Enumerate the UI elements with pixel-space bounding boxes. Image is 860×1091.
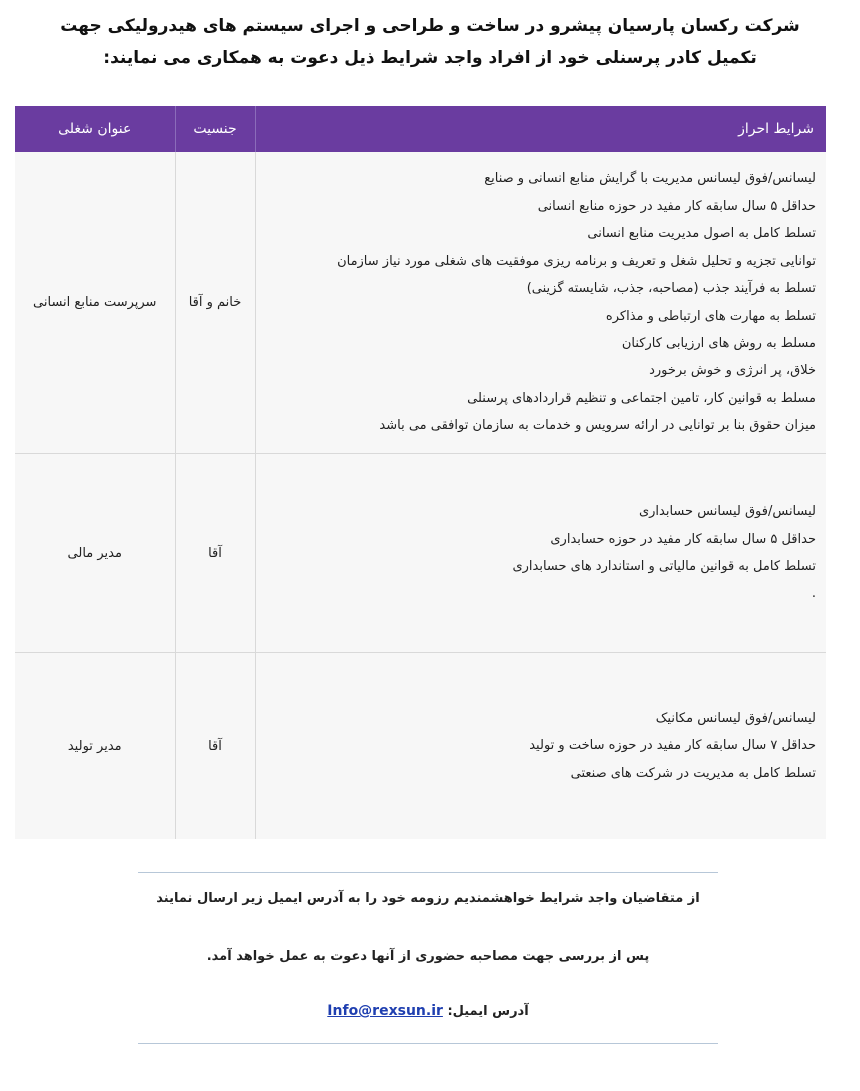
- job-title-cell: سرپرست منابع انسانی: [15, 152, 175, 454]
- page-heading: [40, 10, 820, 74]
- table-row: [15, 653, 826, 840]
- contact-footer: [138, 872, 718, 1044]
- table-row: [15, 454, 826, 653]
- list-item: مسلط به روش های ارزیابی کارکنان: [621, 335, 816, 351]
- header-job-title: عنوان شغلی: [15, 106, 175, 152]
- heading-line-1: شرکت رکسان پارسیان پیشرو در ساخت و طراحی و اجرای سیستم های هیدرولیکی جهت: [60, 16, 800, 36]
- list-item: تسلط کامل به اصول مدیریت منابع انسانی: [587, 226, 816, 242]
- list-item: میزان حقوق بنا بر توانایی در ارائه سرویس و خدمات به سازمان توافقی می باشد: [379, 418, 816, 434]
- email-line: [138, 1003, 718, 1019]
- list-item: تسلط به مهارت های ارتباطی و مذاکره: [605, 308, 816, 324]
- header-requirements: شرایط احراز: [255, 106, 826, 152]
- job-title-cell: مدیر مالی: [15, 454, 175, 653]
- header-gender: جنسیت: [175, 106, 255, 152]
- gender-cell: آقا: [175, 653, 255, 840]
- interview-note: پس از بررسی جهت مصاحبه حضوری از آنها دعوت به عمل خواهد آمد.: [206, 949, 650, 964]
- requirements-list: [264, 165, 817, 439]
- list-item: لیسانس/فوق لیسانس حسابداری: [638, 504, 816, 520]
- list-item: مسلط به قوانین کار، تامین اجتماعی و تنظیم قراردادهای پرسنلی: [467, 390, 816, 406]
- list-item: تسلط به فرآیند جذب (مصاحبه، جذب، شایسته گزینی): [526, 281, 816, 297]
- gender-cell: خانم و آقا: [175, 152, 255, 454]
- list-item: تسلط کامل به قوانین مالیاتی و استاندارد های حسابداری: [512, 559, 816, 574]
- requirements-list: [264, 498, 817, 608]
- requirements-cell: [255, 152, 826, 454]
- email-label: آدرس ایمیل:: [447, 1004, 529, 1019]
- table-row: [15, 152, 826, 454]
- list-item: حداقل ۵ سال سابقه کار مفید در حوزه منابع انسانی: [537, 198, 816, 214]
- list-item: حداقل ۷ سال سابقه کار مفید در حوزه ساخت و تولید: [529, 738, 816, 754]
- email-link[interactable]: Info@rexsun.ir: [327, 1003, 443, 1019]
- list-item: لیسانس/فوق لیسانس مکانیک: [655, 710, 816, 726]
- list-item: حداقل ۵ سال سابقه کار مفید در حوزه حسابداری: [550, 531, 816, 547]
- list-item: خلاق، پر انرژی و خوش برخورد: [649, 363, 816, 379]
- list-item: تسلط کامل به مدیریت در شرکت های صنعتی: [570, 765, 816, 781]
- requirements-cell: [255, 653, 826, 840]
- list-item: توانایی تجزیه و تحلیل شغل و تعریف و برنامه ریزی موفقیت های شغلی مورد نیاز سازمان: [337, 253, 816, 269]
- job-openings-table: [15, 106, 826, 839]
- list-item: لیسانس/فوق لیسانس مدیریت با گرایش منابع انسانی و صنایع: [484, 171, 816, 187]
- job-title-cell: مدیر تولید: [15, 653, 175, 840]
- heading-line-2: تکمیل کادر پرسنلی خود از افراد واجد شرایط ذیل دعوت به همکاری می نمایند:: [103, 48, 757, 68]
- list-item: .: [811, 586, 816, 602]
- requirements-cell: [255, 454, 826, 653]
- gender-cell: آقا: [175, 454, 255, 653]
- table-header-row: [15, 106, 826, 152]
- requirements-list: [264, 705, 817, 787]
- resume-instruction: از متقاضیان واجد شرایط خواهشمندیم رزومه خود را به آدرس ایمیل زیر ارسال نمایند: [156, 891, 700, 906]
